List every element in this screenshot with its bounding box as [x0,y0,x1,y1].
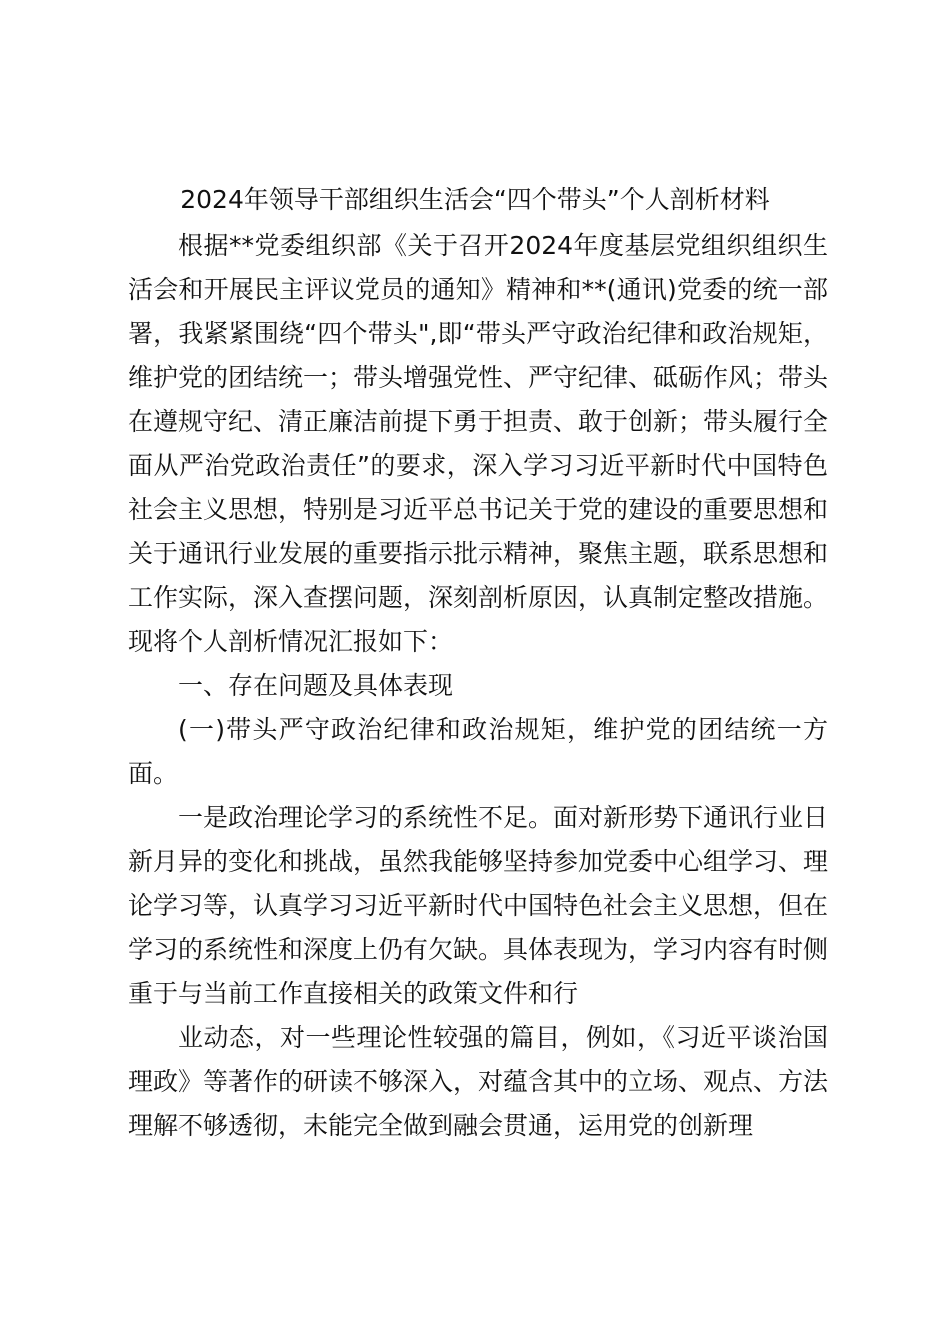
paragraph-intro: 根据**党委组织部《关于召开2024年度基层党组织组织生活会和开展民主评议党员的通知》精神和**(通讯)党委的统一部署，我紧紧围绕“四个带头",即“带头严守政治纪律和政治规矩，维护党的团结统一；带头增强党性、严守纪律、砥砺作风；带头在遵规守纪、清正廉洁前提下勇于担责、敢于创新；带头履行全面从严治党政治责任”的要求，深入学习习近平新时代中国特色社会主义思想，特别是习近平总书记关于党的建设的重要思想和关于通讯行业发展的重要指示批示精神，聚焦主题，联系思想和工作实际，深入查摆问题，深刻剖析原因，认真制定整改措施。现将个人剖析情况汇报如下： [128,231,829,656]
section-heading-problems: 一、存在问题及具体表现 [178,671,454,700]
paragraph-theory-study: 一是政治理论学习的系统性不足。面对新形势下通讯行业日新月异的变化和挑战，虽然我能够坚持参加党委中心组学习、理论学习等，认真学习习近平新时代中国特色社会主义思想，但在学习的系统性和深度上仍有欠缺。具体表现为，学习内容有时侧重于与当前工作直接相关的政策文件和行 [128,803,829,1008]
subsection-heading-political-discipline: (一)带头严守政治纪律和政治规矩，维护党的团结统一方面。 [128,715,828,788]
paragraph-theory-study-continued: 业动态，对一些理论性较强的篇目，例如，《习近平谈治国理政》等著作的研读不够深入，对蕴含其中的立场、观点、方法理解不够透彻，未能完全做到融会贯通，运用党的创新理 [128,1023,829,1140]
document-body [128,224,828,1148]
document-title: 2024年领导干部组织生活会“四个带头”个人剖析材料 [180,185,770,214]
